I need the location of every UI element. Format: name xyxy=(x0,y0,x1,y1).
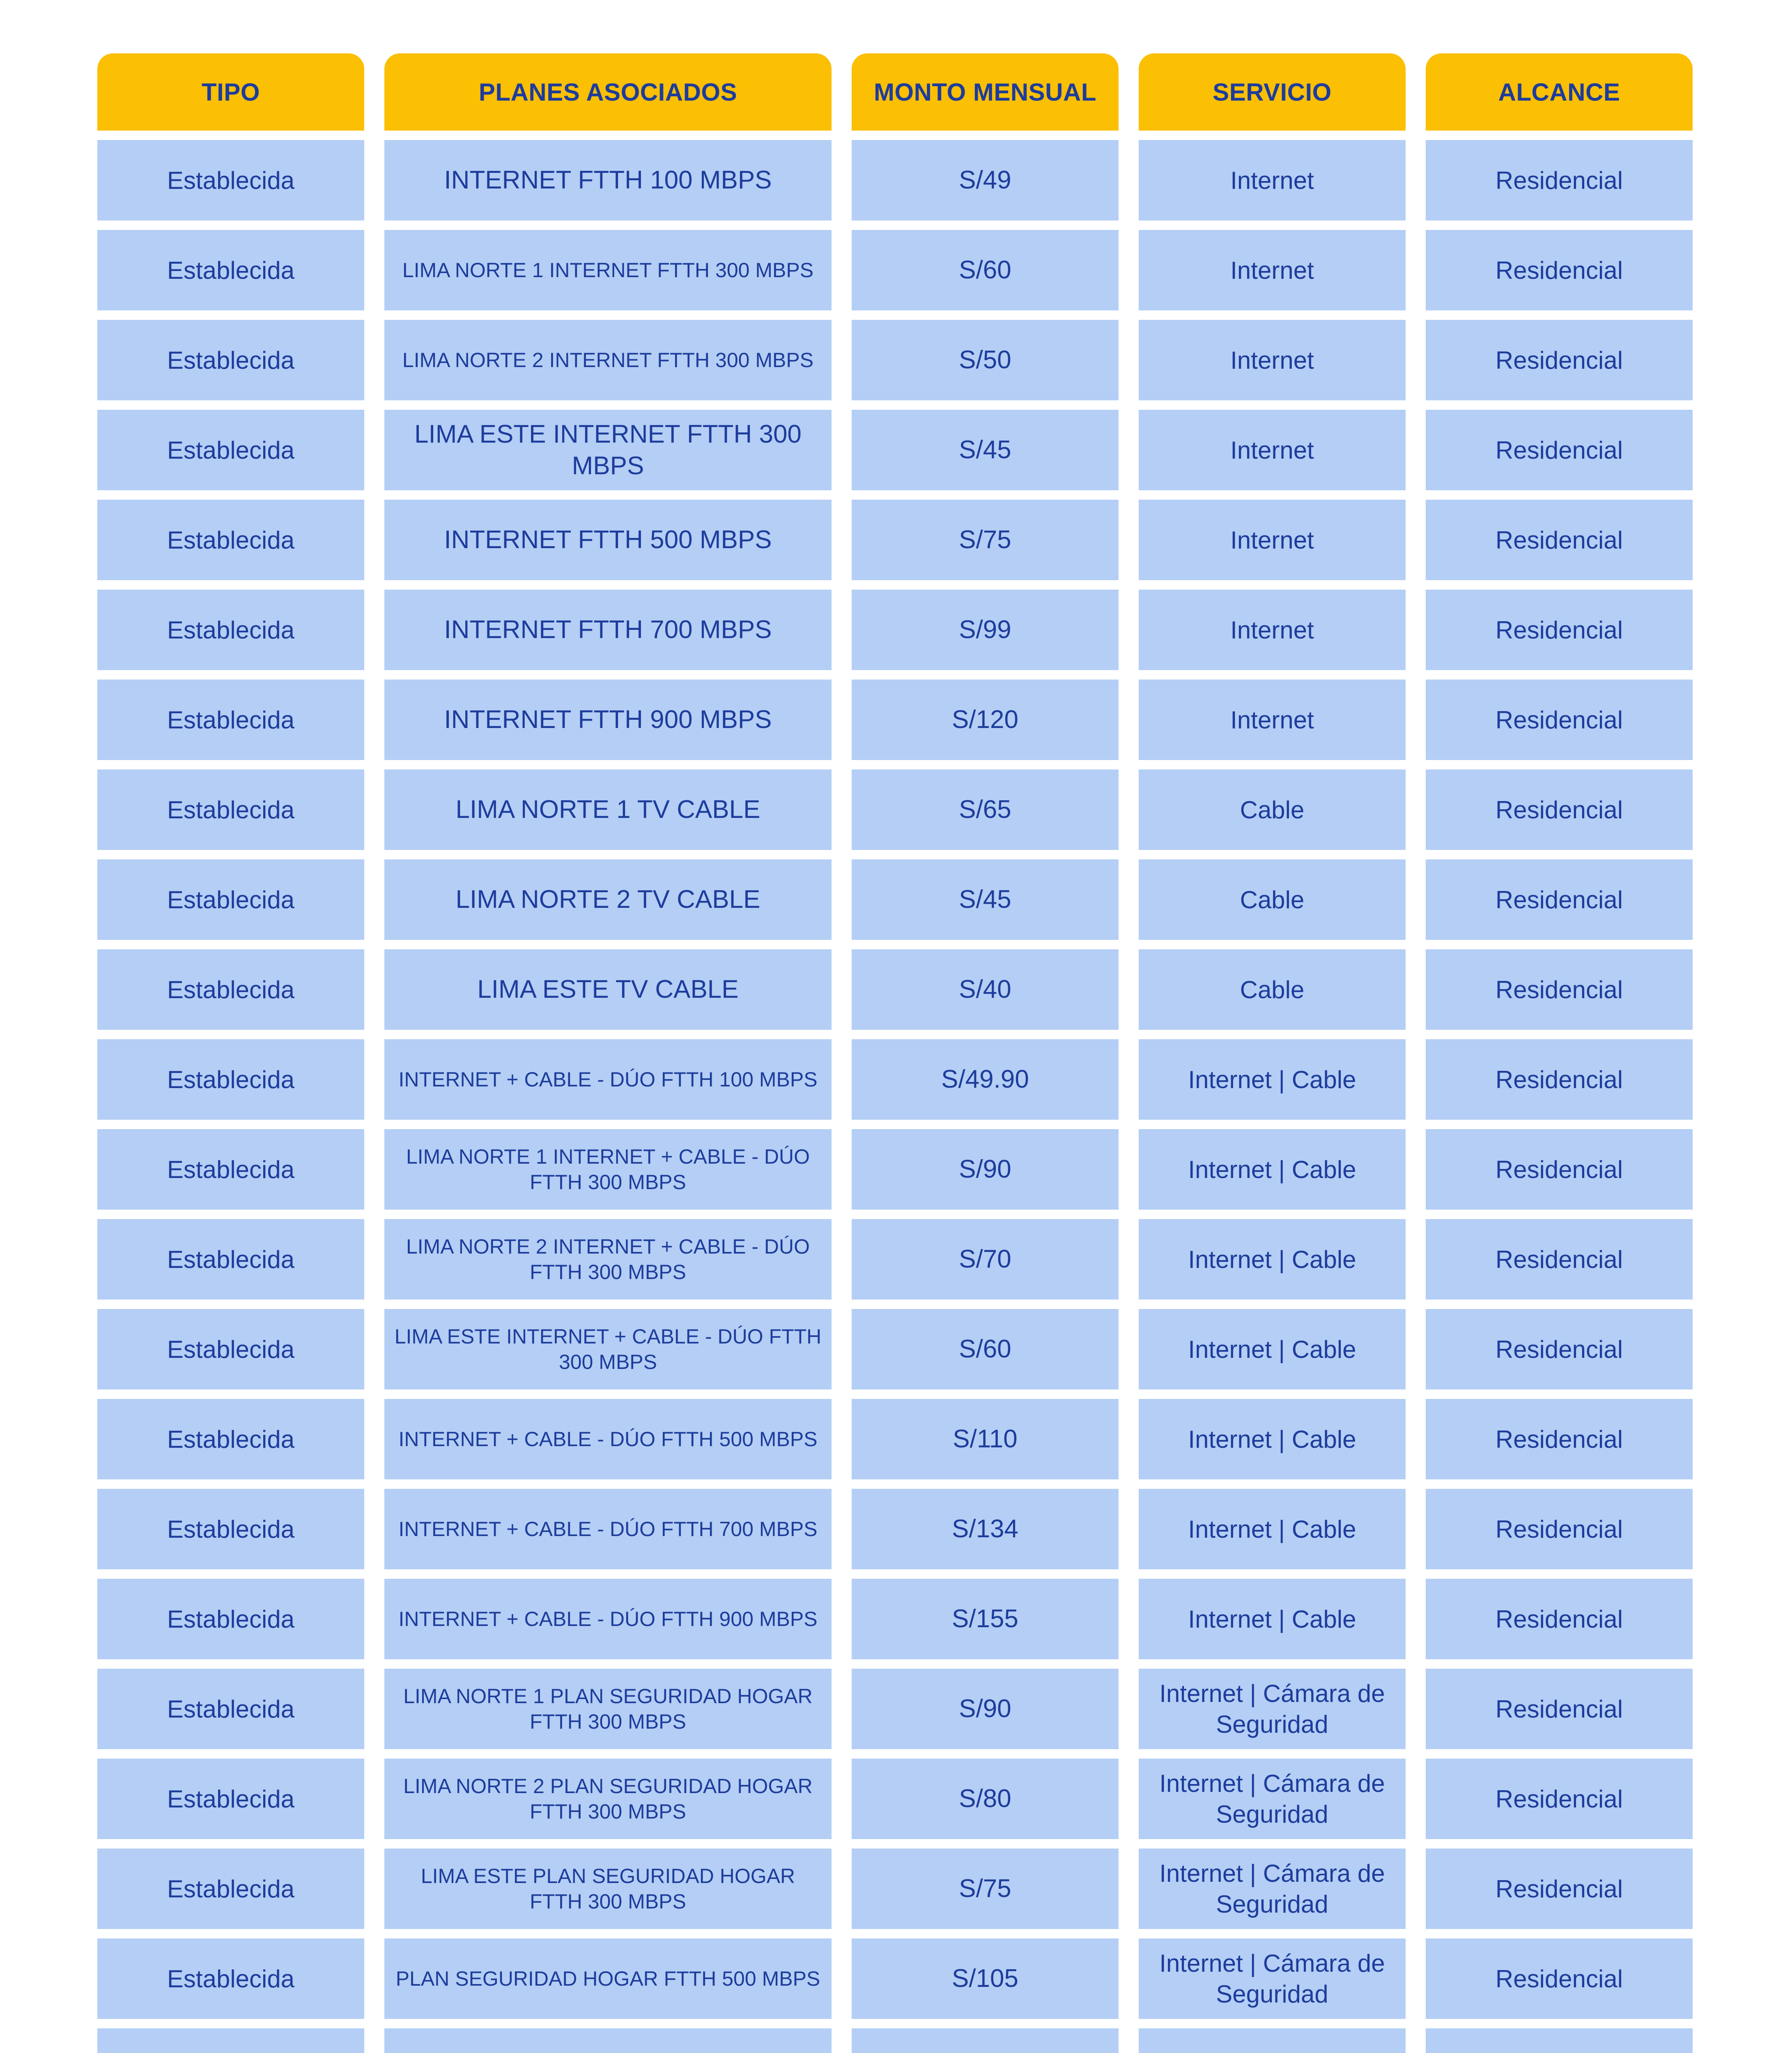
cell-alcance: Residencial xyxy=(1426,1579,1693,1659)
cell-monto-mensual xyxy=(852,2028,1119,2053)
cell-servicio: Cable xyxy=(1139,769,1406,850)
cell-alcance: Residencial xyxy=(1426,1399,1693,1479)
cell-tipo: Establecida xyxy=(97,590,364,670)
cell-tipo xyxy=(97,2028,364,2053)
plans-table xyxy=(97,53,1693,2053)
cell-tipo: Establecida xyxy=(97,1489,364,1569)
cell-monto-mensual: S/60 xyxy=(852,230,1119,310)
cell-tipo: Establecida xyxy=(97,230,364,310)
cell-plan: PLAN SEGURIDAD HOGAR FTTH 500 MBPS xyxy=(384,1938,832,2019)
cell-servicio: Internet | Cámara de Seguridad xyxy=(1139,1669,1406,1749)
column-header-tipo: TIPO xyxy=(97,53,364,131)
cell-alcance xyxy=(1426,2028,1693,2053)
cell-monto-mensual: S/49 xyxy=(852,140,1119,220)
cell-monto-mensual: S/110 xyxy=(852,1399,1119,1479)
cell-plan: INTERNET FTTH 900 MBPS xyxy=(384,680,832,760)
cell-tipo: Establecida xyxy=(97,140,364,220)
cell-alcance: Residencial xyxy=(1426,769,1693,850)
cell-tipo: Establecida xyxy=(97,1129,364,1210)
cell-tipo: Establecida xyxy=(97,320,364,400)
cell-monto-mensual: S/45 xyxy=(852,859,1119,940)
cell-servicio: Internet | Cámara de Seguridad xyxy=(1139,1849,1406,1929)
cell-alcance: Residencial xyxy=(1426,590,1693,670)
cell-plan: LIMA ESTE PLAN SEGURIDAD HOGAR FTTH 300 MBPS xyxy=(384,1849,832,1929)
cell-alcance: Residencial xyxy=(1426,1309,1693,1389)
column-header-planes-asociados: PLANES ASOCIADOS xyxy=(384,53,832,131)
cell-plan: LIMA ESTE INTERNET + CABLE - DÚO FTTH 300 MBPS xyxy=(384,1309,832,1389)
cell-servicio: Internet xyxy=(1139,410,1406,490)
cell-plan: LIMA NORTE 1 PLAN SEGURIDAD HOGAR FTTH 300 MBPS xyxy=(384,1669,832,1749)
cell-monto-mensual: S/75 xyxy=(852,500,1119,580)
cell-tipo: Establecida xyxy=(97,1938,364,2019)
cell-tipo: Establecida xyxy=(97,1309,364,1389)
cell-tipo: Establecida xyxy=(97,859,364,940)
cell-alcance: Residencial xyxy=(1426,1669,1693,1749)
cell-servicio: Internet xyxy=(1139,680,1406,760)
cell-monto-mensual: S/99 xyxy=(852,590,1119,670)
cell-tipo: Establecida xyxy=(97,410,364,490)
cell-monto-mensual: S/65 xyxy=(852,769,1119,850)
cell-plan: LIMA NORTE 2 PLAN SEGURIDAD HOGAR FTTH 300 MBPS xyxy=(384,1759,832,1839)
cell-tipo: Establecida xyxy=(97,949,364,1030)
cell-monto-mensual: S/50 xyxy=(852,320,1119,400)
cell-monto-mensual: S/120 xyxy=(852,680,1119,760)
cell-servicio: Internet | Cable xyxy=(1139,1219,1406,1300)
cell-alcance: Residencial xyxy=(1426,1039,1693,1120)
cell-plan xyxy=(384,2028,832,2053)
cell-plan: INTERNET FTTH 100 MBPS xyxy=(384,140,832,220)
cell-tipo: Establecida xyxy=(97,1759,364,1839)
cell-alcance: Residencial xyxy=(1426,1938,1693,2019)
cell-monto-mensual: S/90 xyxy=(852,1669,1119,1749)
cell-servicio: Internet xyxy=(1139,320,1406,400)
cell-plan: INTERNET + CABLE - DÚO FTTH 500 MBPS xyxy=(384,1399,832,1479)
cell-servicio: Internet | Cámara de Seguridad xyxy=(1139,1938,1406,2019)
cell-servicio: Cable xyxy=(1139,859,1406,940)
cell-plan: INTERNET + CABLE - DÚO FTTH 900 MBPS xyxy=(384,1579,832,1659)
cell-alcance: Residencial xyxy=(1426,230,1693,310)
cell-monto-mensual: S/70 xyxy=(852,1219,1119,1300)
cell-monto-mensual: S/134 xyxy=(852,1489,1119,1569)
column-header-alcance: ALCANCE xyxy=(1426,53,1693,131)
cell-monto-mensual: S/90 xyxy=(852,1129,1119,1210)
cell-servicio: Internet | Cable xyxy=(1139,1399,1406,1479)
cell-alcance: Residencial xyxy=(1426,320,1693,400)
cell-servicio: Internet | Cable xyxy=(1139,1579,1406,1659)
cell-tipo: Establecida xyxy=(97,769,364,850)
cell-tipo: Establecida xyxy=(97,1219,364,1300)
cell-tipo: Establecida xyxy=(97,1849,364,1929)
cell-tipo: Establecida xyxy=(97,680,364,760)
cell-tipo: Establecida xyxy=(97,500,364,580)
cell-servicio xyxy=(1139,2028,1406,2053)
cell-monto-mensual: S/40 xyxy=(852,949,1119,1030)
cell-monto-mensual: S/75 xyxy=(852,1849,1119,1929)
cell-alcance: Residencial xyxy=(1426,410,1693,490)
cell-tipo: Establecida xyxy=(97,1399,364,1479)
cell-tipo: Establecida xyxy=(97,1039,364,1120)
cell-alcance: Residencial xyxy=(1426,680,1693,760)
cell-monto-mensual: S/60 xyxy=(852,1309,1119,1389)
cell-tipo: Establecida xyxy=(97,1669,364,1749)
cell-servicio: Internet xyxy=(1139,500,1406,580)
cell-alcance: Residencial xyxy=(1426,949,1693,1030)
cell-alcance: Residencial xyxy=(1426,1219,1693,1300)
cell-plan: INTERNET + CABLE - DÚO FTTH 700 MBPS xyxy=(384,1489,832,1569)
cell-plan: LIMA NORTE 1 INTERNET + CABLE - DÚO FTTH 300 MBPS xyxy=(384,1129,832,1210)
cell-monto-mensual: S/105 xyxy=(852,1938,1119,2019)
cell-plan: LIMA NORTE 2 INTERNET FTTH 300 MBPS xyxy=(384,320,832,400)
cell-servicio: Internet | Cable xyxy=(1139,1129,1406,1210)
cell-servicio: Internet | Cámara de Seguridad xyxy=(1139,1759,1406,1839)
column-header-servicio: SERVICIO xyxy=(1139,53,1406,131)
cell-monto-mensual: S/80 xyxy=(852,1759,1119,1839)
cell-plan: LIMA ESTE TV CABLE xyxy=(384,949,832,1030)
cell-tipo: Establecida xyxy=(97,1579,364,1659)
cell-alcance: Residencial xyxy=(1426,140,1693,220)
column-header-monto-mensual: MONTO MENSUAL xyxy=(852,53,1119,131)
cell-plan: LIMA NORTE 1 INTERNET FTTH 300 MBPS xyxy=(384,230,832,310)
cell-alcance: Residencial xyxy=(1426,500,1693,580)
cell-servicio: Internet | Cable xyxy=(1139,1039,1406,1120)
cell-servicio: Internet xyxy=(1139,590,1406,670)
cell-monto-mensual: S/155 xyxy=(852,1579,1119,1659)
cell-alcance: Residencial xyxy=(1426,1129,1693,1210)
cell-servicio: Internet | Cable xyxy=(1139,1489,1406,1569)
cell-servicio: Internet xyxy=(1139,230,1406,310)
cell-servicio: Internet xyxy=(1139,140,1406,220)
cell-servicio: Cable xyxy=(1139,949,1406,1030)
cell-alcance: Residencial xyxy=(1426,859,1693,940)
cell-monto-mensual: S/49.90 xyxy=(852,1039,1119,1120)
cell-plan: LIMA NORTE 1 TV CABLE xyxy=(384,769,832,850)
cell-alcance: Residencial xyxy=(1426,1489,1693,1569)
cell-monto-mensual: S/45 xyxy=(852,410,1119,490)
cell-plan: INTERNET + CABLE - DÚO FTTH 100 MBPS xyxy=(384,1039,832,1120)
cell-plan: LIMA NORTE 2 TV CABLE xyxy=(384,859,832,940)
cell-plan: LIMA NORTE 2 INTERNET + CABLE - DÚO FTTH 300 MBPS xyxy=(384,1219,832,1300)
cell-alcance: Residencial xyxy=(1426,1849,1693,1929)
cell-plan: LIMA ESTE INTERNET FTTH 300 MBPS xyxy=(384,410,832,490)
cell-alcance: Residencial xyxy=(1426,1759,1693,1839)
cell-plan: INTERNET FTTH 500 MBPS xyxy=(384,500,832,580)
cell-servicio: Internet | Cable xyxy=(1139,1309,1406,1389)
cell-plan: INTERNET FTTH 700 MBPS xyxy=(384,590,832,670)
